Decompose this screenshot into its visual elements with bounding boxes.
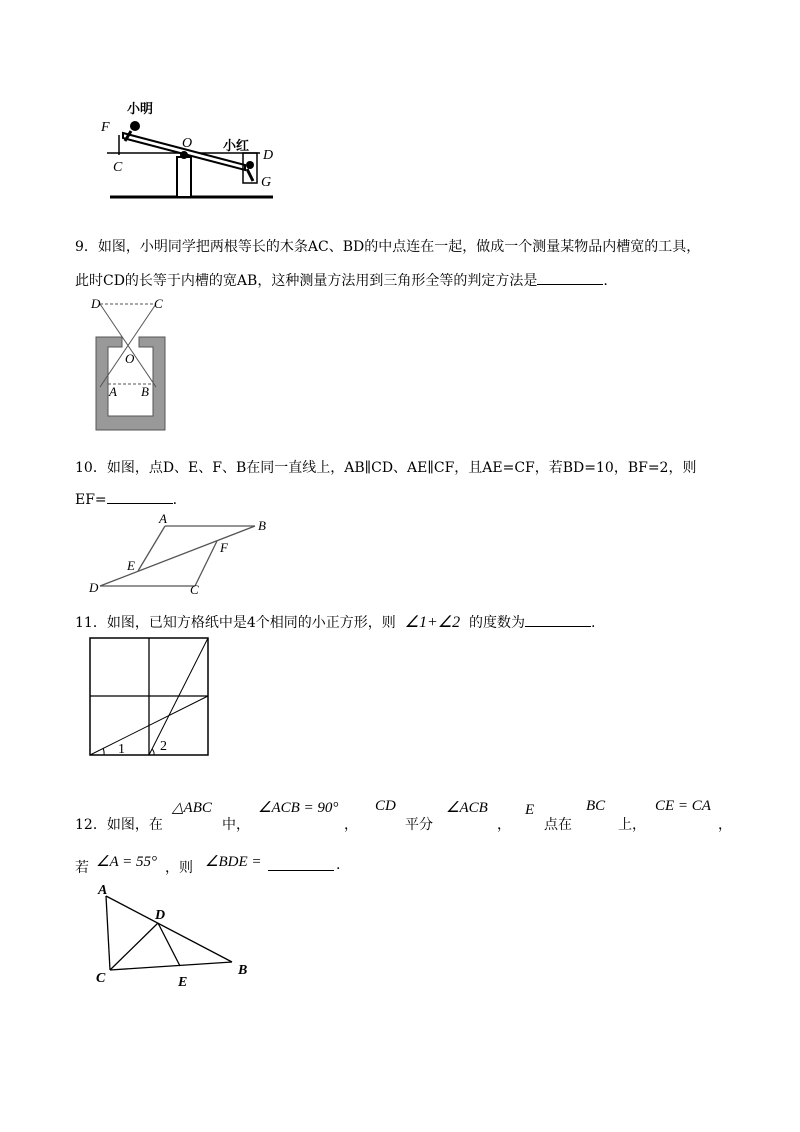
angle-2-arc xyxy=(152,749,154,755)
q12-pingfen: 平分 xyxy=(405,817,433,833)
label-D: D xyxy=(263,148,274,163)
angle-1-label: 1 xyxy=(118,742,125,757)
pivot-point xyxy=(180,151,188,159)
q11-line xyxy=(75,612,595,632)
q12-number: 12．如图，在 xyxy=(75,817,163,833)
label-C: C xyxy=(154,296,163,311)
q9-answer-blank[interactable] xyxy=(537,272,603,285)
line-ae xyxy=(138,526,165,571)
q9-line2 xyxy=(75,270,608,290)
xiaohong-head xyxy=(246,161,254,169)
label-B: B xyxy=(258,518,266,533)
q11-expression: ∠1+∠2 xyxy=(404,614,461,631)
q12-comma-2: ， xyxy=(497,817,511,833)
label-C: C xyxy=(190,582,199,597)
q11-answer-blank[interactable] xyxy=(525,614,591,627)
label-D: D xyxy=(91,296,101,311)
q12-ruo: 若 xyxy=(75,860,89,876)
q12-angle-acb: ∠ACB xyxy=(446,800,488,816)
line-db xyxy=(100,526,255,586)
q12-answer-blank[interactable] xyxy=(268,858,334,871)
q9-line1: 9．如图，小明同学把两根等长的木条AC、BD的中点连在一起，做成一个测量某物品内槽宽的工具， xyxy=(75,239,701,255)
q12-shang: 上， xyxy=(618,817,646,833)
q12-cd: CD xyxy=(375,798,396,814)
side-ac xyxy=(106,896,110,970)
angle-1-arc xyxy=(103,748,104,755)
segment-cd xyxy=(110,923,158,970)
q10-line2 xyxy=(75,491,177,508)
q12-comma-3: ， xyxy=(718,817,732,833)
label-D: D xyxy=(89,580,99,595)
label-F: F xyxy=(220,540,228,555)
label-F: F xyxy=(101,120,110,135)
q12-triangle: △ABC xyxy=(172,800,212,816)
q12-figure xyxy=(92,880,257,990)
q12-ze: ，则 xyxy=(165,860,193,876)
q12-bc: BC xyxy=(586,798,606,814)
label-C: C xyxy=(113,160,123,175)
label-O: O xyxy=(125,351,135,366)
label-E: E xyxy=(127,558,135,573)
label-xiaoming: 小明 xyxy=(127,102,154,117)
xiaoming-head xyxy=(130,121,140,131)
q12-comma-1: ， xyxy=(344,817,358,833)
label-G: G xyxy=(261,175,272,190)
q12-angle-bde: ∠BDE = xyxy=(205,854,262,870)
q9-text: 此时CD的长等于内槽的宽AB，这种测量方法用到三角形全等的判定方法是 xyxy=(75,273,538,289)
label-A: A xyxy=(159,512,167,526)
q11-period: . xyxy=(591,615,596,631)
side-ab xyxy=(106,896,232,962)
q11-text: 11．如图，已知方格纸中是4个相同的小正方形，则 xyxy=(75,615,396,631)
label-C: C xyxy=(96,971,106,986)
label-O: O xyxy=(182,136,193,151)
q10-figure xyxy=(85,512,275,597)
label-E: E xyxy=(178,975,188,990)
angle-2-label: 2 xyxy=(160,739,167,754)
seesaw-figure xyxy=(95,95,280,205)
q10-line1: 10．如图，点D、E、F、B在同一直线上，AB∥CD、AE∥CF，且AE=CF，若BD=10，BF=2，则 xyxy=(75,460,697,476)
q12-zhong: 中， xyxy=(222,817,250,833)
q12-period: . xyxy=(336,857,341,873)
q12-ce-ca: CE = CA xyxy=(655,798,711,814)
q11-grid-figure xyxy=(88,636,213,758)
q10-answer-blank[interactable] xyxy=(107,491,173,504)
q9-period: . xyxy=(603,273,608,289)
label-xiaohong: 小红 xyxy=(223,139,250,154)
label-B: B xyxy=(141,384,149,399)
side-cb xyxy=(110,962,232,970)
q10-text: EF= xyxy=(75,492,107,508)
label-B: B xyxy=(238,963,248,978)
q9-figure xyxy=(88,292,173,434)
q11-text-2: 的度数为 xyxy=(469,615,526,631)
q10-period: . xyxy=(172,492,178,508)
label-A: A xyxy=(98,883,108,898)
q12-angle-acb-90: ∠ACB = 90° xyxy=(258,800,339,816)
q12-e: E xyxy=(525,802,535,818)
q12-angle-a: ∠A = 55° xyxy=(96,854,157,870)
pivot-post xyxy=(177,157,191,197)
label-A: A xyxy=(109,384,117,399)
q12-dianzai: 点在 xyxy=(544,817,572,833)
label-D: D xyxy=(155,908,166,923)
